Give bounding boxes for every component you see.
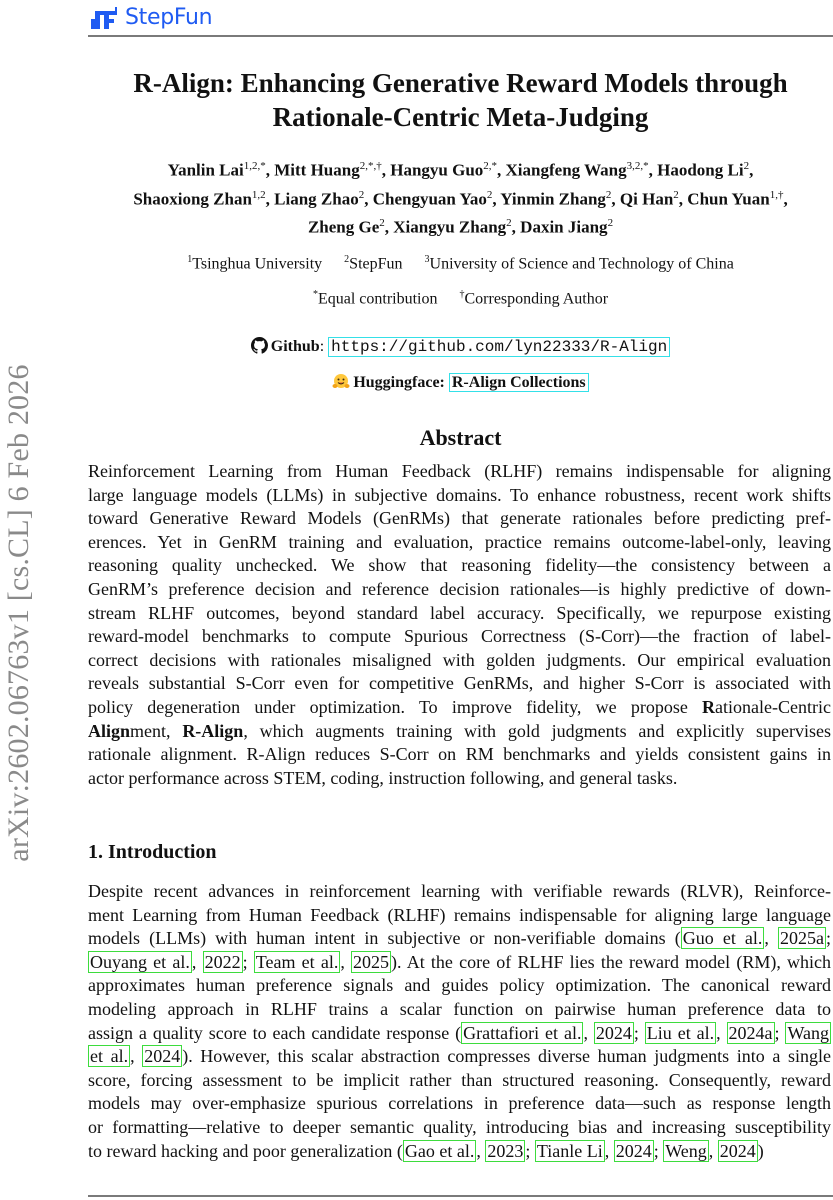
citation-link[interactable]: 2025 (353, 951, 390, 972)
huggingface-collections-link[interactable]: R-Align Collections (449, 373, 589, 392)
huggingface-label: Huggingface: (353, 374, 445, 391)
citation-link[interactable]: Ouyang et al. (90, 951, 190, 972)
github-line: Github: https://github.com/lyn22333/R-Align (88, 337, 833, 359)
citation-link[interactable]: 2024 (719, 1140, 756, 1161)
citation-link[interactable]: Liu et al. (646, 1022, 715, 1043)
citation-link[interactable]: 2024a (728, 1022, 773, 1043)
author-line-3: Zheng Ge$^2$, Xiangyu Zhang$^2$, Daxin Jiang$^2$ (307, 217, 614, 237)
author-line-2: Shaoxiong Zhan$^{1,2}$, Liang Zhao$^2$, Chengyuan Yao$^2$, Yinmin Zhang$^2$, Qi Han$^2$, Chun Yuan$^{1,\dagger}$, (133, 188, 788, 209)
citation-link[interactable]: 2024 (595, 1022, 632, 1043)
citation-link[interactable]: 2024 (144, 1046, 181, 1067)
author: Shaoxiong Zhan (133, 189, 252, 209)
author: Zheng Ge (307, 217, 380, 237)
citation-link[interactable]: Team et al. (255, 951, 339, 972)
author: Haodong Li (657, 160, 744, 180)
arxiv-identifier: arXiv:2602.06763v1 [cs.CL] 6 Feb 2026 (2, 364, 35, 862)
footnote-divider (88, 1195, 833, 1197)
paper-title (88, 66, 833, 134)
author-line-1: Yanlin Lai$^{1,2,*}$, Mitt Huang$^{2,*,\dagger}$, Hangyu Guo$^{2,*}$, Xiangfeng Wang$^{3,2,*}$, Haodong Li$^2$, (167, 160, 754, 180)
huggingface-icon (332, 373, 350, 395)
author: Hangyu Guo (390, 160, 484, 180)
affiliations: $^1$Tsinghua University $^2$StepFun $^3$University of Science and Technology of China (187, 254, 734, 273)
github-link[interactable]: https://github.com/lyn22333/R-Align (328, 337, 670, 357)
author: Yinmin Zhang (500, 189, 606, 209)
header-divider (88, 35, 833, 37)
github-label: Github (270, 338, 320, 355)
author: Qi Han (619, 189, 674, 209)
citation-link[interactable]: 2024 (615, 1140, 652, 1161)
citation-link[interactable]: 2023 (487, 1140, 524, 1161)
citation-link[interactable]: Gao et al. (404, 1140, 475, 1161)
citation-link[interactable]: Wang (787, 1022, 829, 1043)
abstract-heading: Abstract (419, 425, 502, 450)
author: Xiangyu Zhang (393, 217, 507, 237)
note-corresponding-author: Corresponding Author (464, 290, 609, 308)
author-list (88, 154, 833, 240)
title-line-1: R-Align: Enhancing Generative Reward Models through (133, 68, 788, 98)
abstract-body: Reinforcement Learning from Human Feedback (RLHF) remains indispensable for aligning large language models (LLMs) in subjective domains. To enhance robustness, recent work shifts toward Generative Reward Models (GenRMs) that generate rationales before predicting pref- erences. Yet in GenRM training and evaluation, practice remains outcome-label-only, leaving reasoning quality unchecked. We show that reasoning fidelity—the consistency between a GenRM’s preference decision and reference decision rationales—is highly predictive of down- stream RLHF outcomes, beyond standard label accuracy. Specifically, we repurpose existing reward-model benchmarks to compute Spurious Correctness (S-Corr)—the fraction of label- correct decisions with rationales misaligned with golden judgments. Our empirical evaluation reveals substantial S-Corr even for competitive GenRMs, and higher S-Corr is associated with policy degeneration under optimization. To improve fidelity, we propose Rationale-Centric Alignment, R-Align, which augments training with gold judgments and explicitly supervises rationale alignment. R-Align reduces S-Corr on RM benchmarks and yields consistent gains in actor performance across STEM, coding, instruction following, and general tasks. (88, 461, 831, 788)
citation-link[interactable]: 2022 (204, 951, 241, 972)
note-equal-contribution: Equal contribution (317, 290, 438, 308)
introduction-body: Despite recent advances in reinforcement learning with verifiable rewards (RLVR), Reinforce- ment Learning from Human Feedback (RLHF) remains indispensable for aligning large language models (LLMs) with human intent in subjective or non-verifiable domains ( Guo et al. , 2025a ; Ouyang et al. , 2022 ; Team et al. , 2025 ). At the core of RLHF lies the reward model (RM), which approximates human preference signals and guides policy optimization. The canonical reward modeling approach in RLHF trains a scalar function on pairwise human preference data to assign a quality score to each candidate response ( Grattafiori et al. , 2024 ; Liu et al. , 2024a ; Wang et al. , 2024 ). However, this scalar abstraction compresses diverse human judgments into a single score, forcing assessment to be implicit rather than structured reasoning. Consequently, reward models may over-emphasize spurious correlations in preference data—such as response length or formatting—relative to deeper semantic quality, introducing bias and increasing susceptibility to reward hacking and poor generalization ( Gao et al. , 2023 ; Tianle Li , 2024 ; Weng , 2024 ) (88, 881, 832, 1161)
author: Chun Yuan (687, 189, 770, 209)
page-header (88, 0, 833, 36)
author: Daxin Jiang (520, 217, 608, 237)
stepfun-logo-icon (91, 7, 119, 29)
citation-link[interactable]: et al. (90, 1046, 129, 1067)
author: Yanlin Lai (167, 160, 244, 180)
section-introduction-heading: 1. Introduction (88, 841, 217, 863)
citation-link[interactable]: 2025a (780, 928, 824, 949)
logo-text: StepFun (125, 5, 213, 30)
citation-link[interactable]: Grattafiori et al. (463, 1022, 582, 1043)
author: Mitt Huang (274, 160, 360, 180)
affiliation: University of Science and Technology of China (429, 255, 734, 273)
huggingface-line (88, 373, 833, 395)
author: Xiangfeng Wang (505, 160, 627, 180)
author: Chengyuan Yao (372, 189, 487, 209)
citation-link[interactable]: Guo et al. (682, 928, 763, 949)
github-icon (251, 337, 268, 359)
affiliation: StepFun (349, 255, 403, 273)
citation-link[interactable]: Tianle Li (536, 1140, 603, 1161)
citation-link[interactable]: Weng (665, 1140, 707, 1161)
author: Liang Zhao (274, 189, 359, 209)
title-line-2: Rationale-Centric Meta-Judging (272, 102, 649, 132)
affiliation: Tsinghua University (192, 255, 323, 273)
stepfun-logo (91, 5, 212, 30)
author-notes: *Equal contribution †Corresponding Author (312, 289, 609, 308)
